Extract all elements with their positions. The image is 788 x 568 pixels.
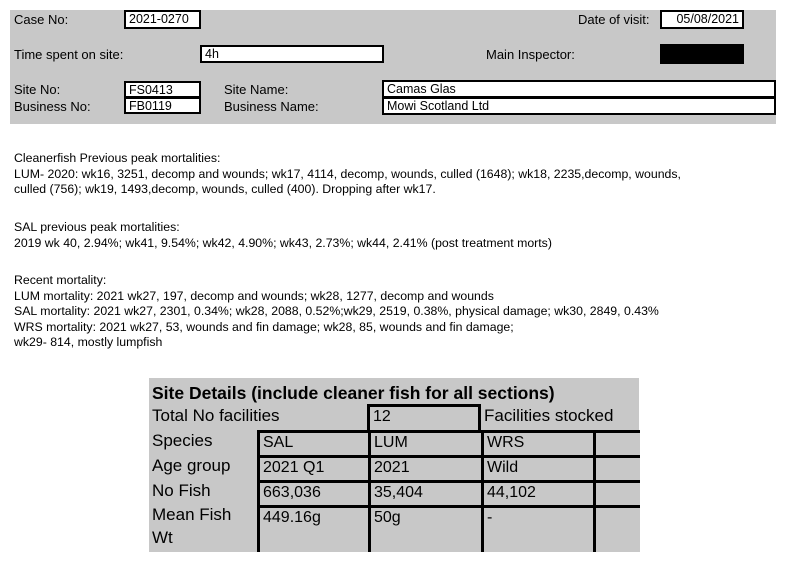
species-label: Species [152,431,213,450]
age-group-cell[interactable]: 2021 Q1 [257,455,368,480]
business-name-field[interactable]: Mowi Scotland Ltd [382,97,776,115]
age-group-label: Age group [152,456,231,475]
site-name-label: Site Name: [224,82,289,97]
mean-fish-wt-cell[interactable]: 50g [368,505,481,552]
no-fish-cell[interactable]: 35,404 [368,480,481,505]
recent-heading: Recent mortality: [14,273,107,287]
sal-mortality-notes [14,220,552,251]
no-fish-cell[interactable]: 44,102 [481,480,593,505]
species-cell[interactable]: SAL [257,430,368,455]
recent-lum-line: LUM mortality: 2021 wk27, 197, decomp and wounds; wk28, 1277, decomp and wounds [14,288,494,303]
business-name-label: Business Name: [224,99,319,114]
age-group-cell[interactable] [593,455,640,480]
date-of-visit-label: Date of visit: [578,12,650,27]
date-of-visit-field[interactable]: 05/08/2021 [660,10,744,29]
case-no-field[interactable]: 2021-0270 [124,10,201,29]
site-no-label: Site No: [14,82,61,97]
facilities-stocked-label: Facilities stocked [484,406,614,425]
species-cell[interactable]: WRS [481,430,593,455]
total-facilities-value[interactable]: 12 [367,404,481,430]
recent-mortality-notes [14,273,659,351]
site-details-title: Site Details (include cleaner fish for all sections) [152,383,555,403]
business-no-field[interactable]: FB0119 [124,97,201,114]
recent-wrs-line: wk29- 814, mostly lumpfish [14,335,163,349]
time-spent-field[interactable]: 4h [200,45,384,63]
total-facilities-label: Total No facilities [152,406,280,425]
sal-line: 2019 wk 40, 2.94%; wk41, 9.54%; wk42, 4.90%; wk43, 2.73%; wk44, 2.41% (post treatment morts) [14,235,552,250]
mean-fish-wt-cell[interactable]: 449.16g [257,505,368,552]
age-group-cell[interactable]: 2021 [368,455,481,480]
main-inspector-label: Main Inspector: [486,47,575,62]
species-cell[interactable]: LUM [368,430,481,455]
site-no-field[interactable]: FS0413 [124,81,201,98]
cleanerfish-mortality-notes [14,151,681,198]
mean-fish-wt-cell[interactable] [593,505,640,552]
business-no-label: Business No: [14,99,91,114]
cleanerfish-line: LUM- 2020: wk16, 3251, decomp and wounds; wk17, 4114, decomp, wounds, culled (1648); wk18, 2235,decomp, wounds, [14,166,681,181]
no-fish-label: No Fish [152,481,211,500]
sal-heading: SAL previous peak mortalities: [14,220,180,234]
time-spent-label: Time spent on site: [14,47,124,62]
no-fish-cell[interactable]: 663,036 [257,480,368,505]
no-fish-cell[interactable] [593,480,640,505]
species-cell[interactable] [593,430,640,455]
age-group-cell[interactable]: Wild [481,455,593,480]
mean-fish-wt-label: Wt [152,528,173,547]
mean-fish-wt-cell[interactable]: - [481,505,593,552]
case-no-label: Case No: [14,12,69,27]
recent-wrs-line: WRS mortality: 2021 wk27, 53, wounds and fin damage; wk28, 85, wounds and fin damage; [14,319,514,334]
cleanerfish-line: culled (756); wk19, 1493,decomp, wounds, culled (400). Dropping after wk17. [14,182,436,196]
recent-sal-line: SAL mortality: 2021 wk27, 2301, 0.34%; wk28, 2088, 0.52%;wk29, 2519, 0.38%, physical damage; wk30, 2849, 0.43% [14,304,659,318]
site-name-field[interactable]: Camas Glas [382,80,776,98]
mean-fish-wt-label: Mean Fish [152,505,232,524]
cleanerfish-heading: Cleanerfish Previous peak mortalities: [14,151,221,165]
main-inspector-redacted [660,44,744,64]
